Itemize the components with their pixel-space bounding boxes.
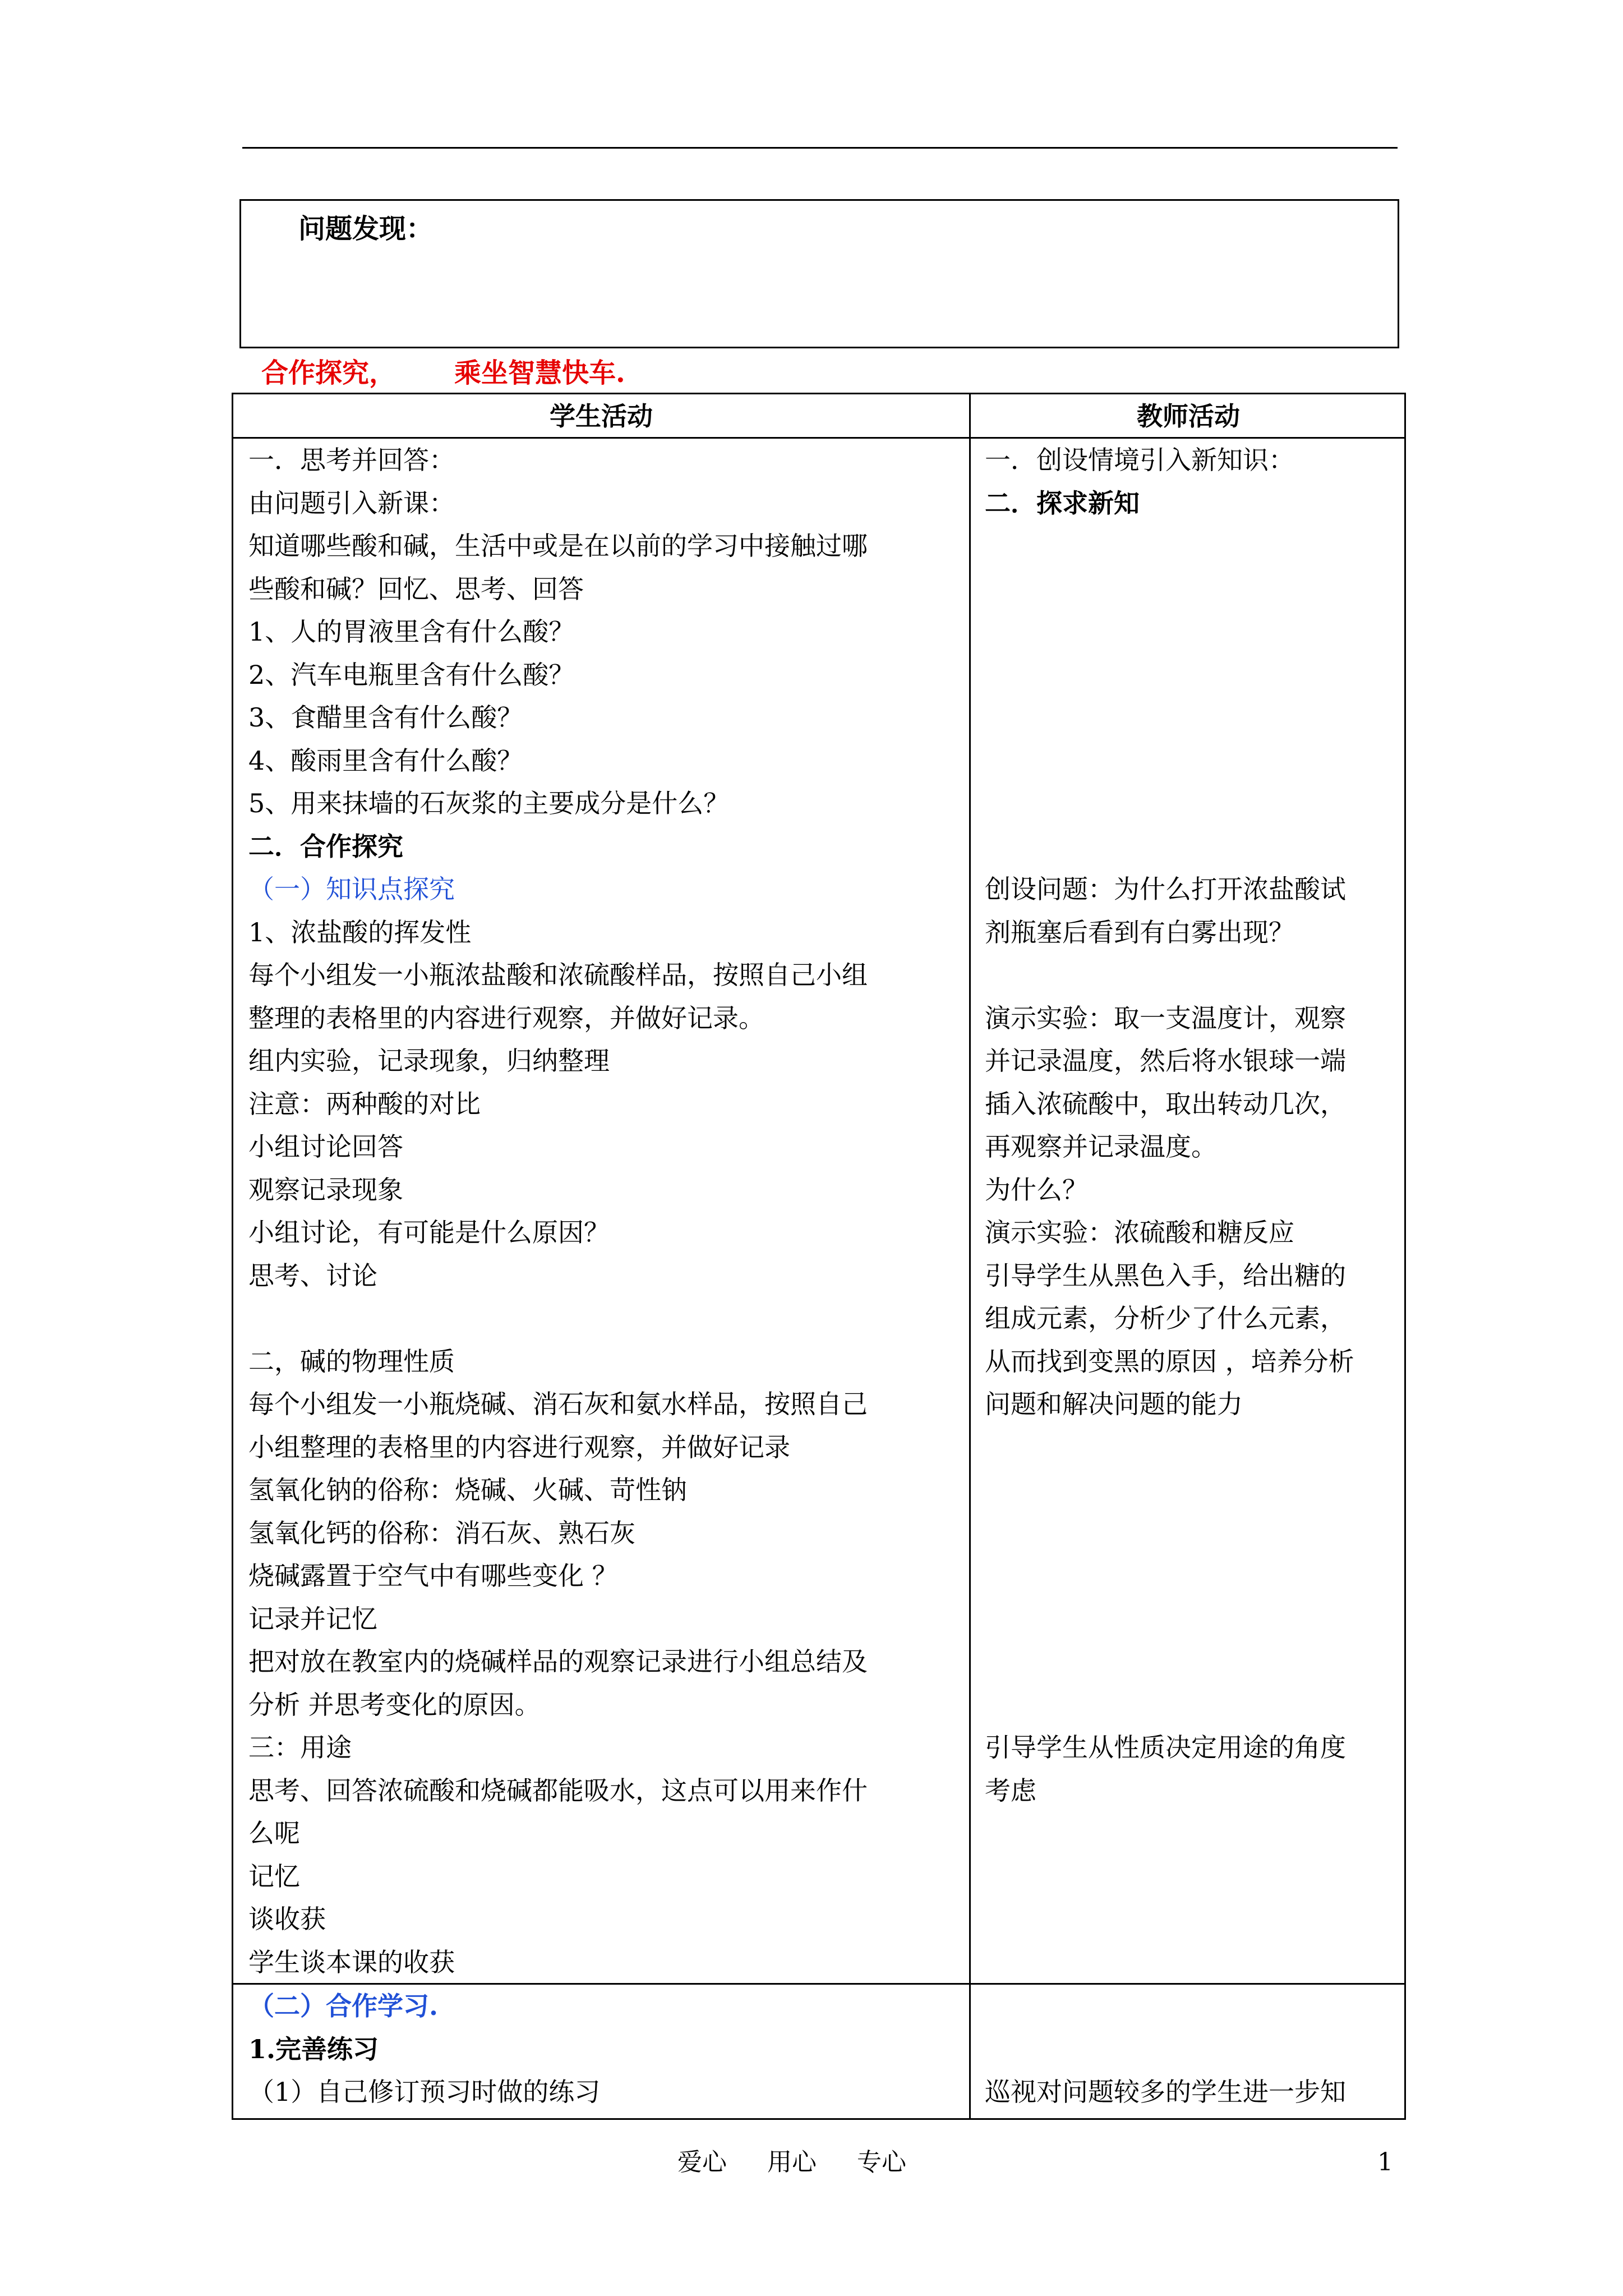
teacher-line: 为什么？ xyxy=(985,1174,1088,1205)
footer-item: 专心 xyxy=(857,2148,906,2177)
teacher-line xyxy=(985,1985,1405,2028)
student-line: 思考、回答浓硫酸和烧碱都能吸水，这点可以用来作什 xyxy=(248,1775,868,1806)
header-rule xyxy=(242,147,1398,149)
student-subsection-heading: （二）合作学习. xyxy=(248,1991,439,2021)
teacher-line: 剂瓶塞后看到有白雾出现？ xyxy=(985,917,1294,947)
student-subsection-heading: （一）知识点探究 xyxy=(248,874,455,904)
student-line: 3、食醋里含有什么酸？ xyxy=(248,702,523,733)
teacher-line xyxy=(985,1554,1405,1598)
teacher-line: 演示实验：浓硫酸和糖反应 xyxy=(985,1217,1294,1248)
student-line: 每个小组发一小瓶浓盐酸和浓硫酸样品，按照自己小组 xyxy=(248,960,868,990)
cooperation-heading-part1: 合作探究， xyxy=(261,357,396,389)
student-line: 把对放在教室内的烧碱样品的观察记录进行小组总结及 xyxy=(248,1646,868,1677)
header-student-activity: 学生活动 xyxy=(550,401,653,431)
teacher-line xyxy=(985,654,1405,697)
teacher-activity-cell xyxy=(985,439,1405,1812)
teacher-line: 引导学生从性质决定用途的角度 xyxy=(985,1732,1346,1763)
student-line: 知道哪些酸和碱，生活中或是在以前的学习中接触过哪 xyxy=(248,531,868,561)
student-line: 三：用途 xyxy=(248,1732,352,1763)
student-line: 氢氧化钠的俗称：烧碱、火碱、苛性钠 xyxy=(248,1475,687,1505)
footer-item: 用心 xyxy=(767,2148,817,2177)
teacher-line xyxy=(985,696,1405,739)
student-section-heading: 二．合作探究 xyxy=(248,831,403,862)
teacher-line xyxy=(985,825,1405,868)
teacher-line: 引导学生从黑色入手，给出糖的 xyxy=(985,1260,1346,1291)
student-line xyxy=(248,1297,966,1340)
student-line: 1.完善练习 xyxy=(248,2033,379,2064)
student-line: 1、人的胃液里含有什么酸？ xyxy=(248,616,575,647)
cooperation-heading xyxy=(261,352,625,394)
teacher-line xyxy=(985,1512,1405,1555)
page-number: 1 xyxy=(1377,2148,1393,2177)
student-activity-cell-2 xyxy=(248,1985,966,2114)
student-line: 一．思考并回答： xyxy=(248,445,455,475)
student-line: （1）自己修订预习时做的练习 xyxy=(248,2077,601,2107)
teacher-line: 再观察并记录温度。 xyxy=(985,1131,1217,1162)
student-line: 小组整理的表格里的内容进行观察，并做好记录 xyxy=(248,1432,790,1462)
teacher-line xyxy=(985,782,1405,825)
student-line: 整理的表格里的内容进行观察，并做好记录。 xyxy=(248,1002,764,1033)
teacher-line xyxy=(985,2028,1405,2071)
teacher-activity-cell-2 xyxy=(985,1985,1405,2114)
teacher-line xyxy=(985,1598,1405,1641)
teacher-line: 组成元素，分析少了什么元素， xyxy=(985,1303,1346,1333)
header-teacher-activity: 教师活动 xyxy=(1137,401,1240,431)
teacher-line: 考虑 xyxy=(985,1775,1036,1806)
teacher-section-heading: 二．探求新知 xyxy=(985,487,1140,518)
student-line: 些酸和碱？回忆、思考、回答 xyxy=(248,573,584,604)
problem-discovery-title: 问题发现： xyxy=(298,213,434,245)
teacher-line xyxy=(985,1683,1405,1727)
teacher-line xyxy=(985,568,1405,611)
student-line: 记忆 xyxy=(248,1861,300,1892)
teacher-line xyxy=(985,1426,1405,1469)
footer-item: 爱心 xyxy=(677,2148,727,2177)
column-divider xyxy=(969,394,971,2118)
student-line: 1、浓盐酸的挥发性 xyxy=(248,917,472,947)
teacher-line xyxy=(985,1469,1405,1512)
student-line: 思考、讨论 xyxy=(248,1260,377,1291)
teacher-line xyxy=(985,739,1405,783)
teacher-line: 一．创设情境引入新知识： xyxy=(985,445,1294,475)
student-line: 注意：两种酸的对比 xyxy=(248,1088,481,1119)
student-line: 5、用来抹墙的石灰浆的主要成分是什么？ xyxy=(248,788,730,818)
student-line: 由问题引入新课： xyxy=(248,487,455,518)
teacher-line: 巡视对问题较多的学生进一步知 xyxy=(985,2077,1346,2107)
student-line: 学生谈本课的收获 xyxy=(248,1947,455,1977)
teacher-line xyxy=(985,1640,1405,1683)
student-line: 二，碱的物理性质 xyxy=(248,1346,455,1377)
student-line: 谈收获 xyxy=(248,1904,326,1934)
student-line: 氢氧化钙的俗称：消石灰、熟石灰 xyxy=(248,1517,635,1548)
teacher-line: 从而找到变黑的原因 ，培养分析 xyxy=(985,1346,1354,1377)
student-line: 小组讨论，有可能是什么原因？ xyxy=(248,1217,610,1248)
student-activity-cell xyxy=(248,439,966,1984)
student-line: 么呢 xyxy=(248,1818,300,1848)
activity-table xyxy=(232,393,1406,2120)
student-line: 记录并记忆 xyxy=(248,1603,377,1634)
page-footer xyxy=(677,2143,947,2182)
teacher-line xyxy=(985,610,1405,654)
student-line: 4、酸雨里含有什么酸？ xyxy=(248,745,523,776)
student-line: 2、汽车电瓶里含有什么酸？ xyxy=(248,659,575,690)
problem-discovery-box xyxy=(239,199,1399,348)
student-line: 小组讨论回答 xyxy=(248,1131,403,1162)
student-line: 每个小组发一小瓶烧碱、消石灰和氨水样品，按照自己 xyxy=(248,1389,868,1419)
teacher-line xyxy=(985,524,1405,568)
teacher-line xyxy=(985,954,1405,997)
teacher-line: 问题和解决问题的能力 xyxy=(985,1389,1243,1419)
student-line: 烧碱露置于空气中有哪些变化 ？ xyxy=(248,1561,618,1591)
student-line: 分析 并思考变化的原因。 xyxy=(248,1689,541,1720)
cooperation-heading-part2: 乘坐智慧快车. xyxy=(454,357,625,389)
teacher-line: 演示实验：取一支温度计，观察 xyxy=(985,1002,1346,1033)
teacher-line: 并记录温度，然后将水银球一端 xyxy=(985,1046,1346,1076)
student-line: 组内实验，记录现象，归纳整理 xyxy=(248,1046,610,1076)
teacher-line: 插入浓硫酸中，取出转动几次， xyxy=(985,1088,1346,1119)
teacher-line: 创设问题：为什么打开浓盐酸试 xyxy=(985,874,1346,904)
student-line: 观察记录现象 xyxy=(248,1174,403,1205)
